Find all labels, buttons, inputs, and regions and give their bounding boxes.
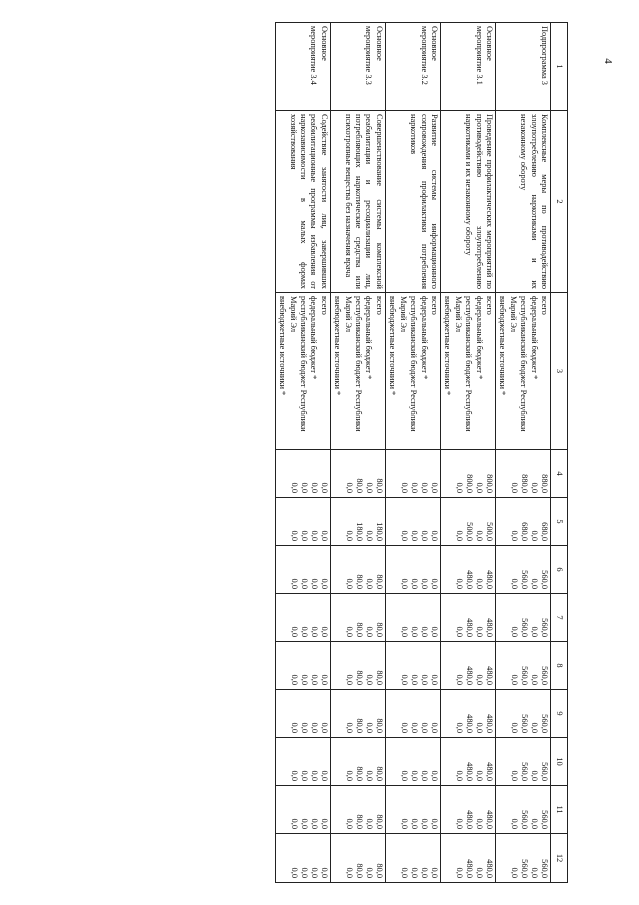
funding-source: всего bbox=[540, 296, 549, 315]
value-cell: 0,0 bbox=[344, 578, 354, 589]
value-cell: 0,0 bbox=[454, 818, 464, 829]
value-column-8 bbox=[440, 642, 495, 690]
value-cell: 80,0 bbox=[374, 766, 384, 781]
value-cell: 80,0 bbox=[374, 814, 384, 829]
program-code-line: Основное bbox=[484, 26, 494, 61]
value-cell: 0,0 bbox=[510, 770, 519, 781]
value-cell: 0,0 bbox=[510, 867, 519, 878]
funding-sources bbox=[330, 293, 385, 450]
funding-source: федеральный бюджет * bbox=[529, 296, 539, 380]
value-cell: 480,0 bbox=[464, 859, 474, 878]
table-row bbox=[385, 23, 440, 883]
value-column-7 bbox=[440, 594, 495, 642]
value-cell: 80,0 bbox=[374, 622, 384, 637]
program-code-line: мероприятие 3.4 bbox=[309, 26, 319, 85]
value-cell: 0,0 bbox=[344, 770, 354, 781]
value-cell: 0,0 bbox=[289, 770, 299, 781]
column-header-1: 1 bbox=[551, 23, 568, 111]
value-cell: 0,0 bbox=[309, 722, 319, 733]
value-cell: 560,0 bbox=[540, 810, 549, 829]
value-cell: 0,0 bbox=[429, 578, 439, 589]
value-cell: 0,0 bbox=[409, 818, 419, 829]
value-cell: 0,0 bbox=[454, 482, 464, 493]
value-column-6 bbox=[330, 546, 385, 594]
value-column-4 bbox=[495, 450, 550, 498]
value-cell: 80,0 bbox=[354, 718, 364, 733]
value-cell: 0,0 bbox=[364, 482, 374, 493]
program-code-line: Подпрограмма 3 bbox=[540, 26, 549, 85]
program-description: Содействие занятости лиц, завершивших реабилитационные программы избавления от наркозависимости в малых формах хозяйствования bbox=[275, 111, 330, 293]
value-cell: 0,0 bbox=[344, 722, 354, 733]
funding-source: всего bbox=[319, 296, 329, 315]
value-cell: 0,0 bbox=[530, 867, 539, 878]
value-cell: 560,0 bbox=[540, 666, 549, 685]
value-cell: 0,0 bbox=[289, 626, 299, 637]
value-cell: 0,0 bbox=[344, 482, 354, 493]
value-cell: 0,0 bbox=[474, 770, 484, 781]
value-cell: 0,0 bbox=[510, 818, 519, 829]
value-column-5 bbox=[330, 498, 385, 546]
value-column-7 bbox=[385, 594, 440, 642]
value-cell: 480,0 bbox=[464, 618, 474, 637]
value-cell: 0,0 bbox=[399, 626, 409, 637]
value-cell: 560,0 bbox=[520, 810, 529, 829]
funding-source: внебюджетные источники * bbox=[443, 296, 453, 396]
value-column-12 bbox=[385, 834, 440, 883]
value-cell: 0,0 bbox=[399, 722, 409, 733]
value-cell: 0,0 bbox=[364, 770, 374, 781]
program-description: Проведение профилактических мероприятий по противодействию злоупотреблению наркотиками и их незаконному обороту bbox=[440, 111, 495, 293]
value-cell: 480,0 bbox=[464, 762, 474, 781]
value-cell: 560,0 bbox=[520, 859, 529, 878]
value-cell: 680,0 bbox=[540, 522, 549, 541]
value-cell: 0,0 bbox=[429, 722, 439, 733]
value-cell: 560,0 bbox=[520, 762, 529, 781]
column-header-6: 6 bbox=[551, 546, 568, 594]
table-header-row bbox=[551, 23, 568, 883]
value-cell: 0,0 bbox=[419, 626, 429, 637]
value-cell: 560,0 bbox=[540, 618, 549, 637]
value-cell: 0,0 bbox=[510, 674, 519, 685]
value-column-9 bbox=[330, 690, 385, 738]
value-cell: 680,0 bbox=[520, 522, 529, 541]
value-cell: 0,0 bbox=[309, 482, 319, 493]
value-cell: 0,0 bbox=[299, 867, 309, 878]
value-cell: 180,0 bbox=[354, 522, 364, 541]
value-column-8 bbox=[275, 642, 330, 690]
value-cell: 0,0 bbox=[289, 818, 299, 829]
value-cell: 0,0 bbox=[344, 867, 354, 878]
rotated-table-container bbox=[108, 22, 568, 882]
value-cell: 0,0 bbox=[319, 867, 329, 878]
value-cell: 0,0 bbox=[429, 867, 439, 878]
value-cell: 0,0 bbox=[299, 722, 309, 733]
value-column-4 bbox=[440, 450, 495, 498]
value-column-6 bbox=[440, 546, 495, 594]
value-cell: 480,0 bbox=[464, 714, 474, 733]
value-cell: 0,0 bbox=[419, 722, 429, 733]
value-column-11 bbox=[275, 786, 330, 834]
value-column-11 bbox=[440, 786, 495, 834]
value-cell: 0,0 bbox=[474, 674, 484, 685]
value-cell: 0,0 bbox=[474, 867, 484, 878]
value-cell: 0,0 bbox=[319, 674, 329, 685]
value-column-5 bbox=[440, 498, 495, 546]
value-cell: 0,0 bbox=[429, 482, 439, 493]
value-cell: 80,0 bbox=[354, 622, 364, 637]
value-cell: 0,0 bbox=[530, 578, 539, 589]
value-cell: 0,0 bbox=[409, 626, 419, 637]
value-cell: 0,0 bbox=[309, 867, 319, 878]
value-cell: 480,0 bbox=[484, 810, 494, 829]
value-cell: 560,0 bbox=[520, 618, 529, 637]
value-cell: 0,0 bbox=[474, 530, 484, 541]
column-header-5: 5 bbox=[551, 498, 568, 546]
value-cell: 0,0 bbox=[344, 674, 354, 685]
program-code-line: мероприятие 3.1 bbox=[474, 26, 484, 85]
value-cell: 80,0 bbox=[354, 863, 364, 878]
column-header-9: 9 bbox=[551, 690, 568, 738]
value-column-12 bbox=[495, 834, 550, 883]
value-cell: 0,0 bbox=[429, 674, 439, 685]
value-cell: 0,0 bbox=[309, 578, 319, 589]
value-column-10 bbox=[330, 738, 385, 786]
value-cell: 0,0 bbox=[289, 482, 299, 493]
column-header-2: 2 bbox=[551, 111, 568, 293]
value-cell: 80,0 bbox=[354, 814, 364, 829]
value-cell: 0,0 bbox=[409, 722, 419, 733]
value-cell: 0,0 bbox=[364, 722, 374, 733]
value-column-5 bbox=[495, 498, 550, 546]
value-cell: 0,0 bbox=[530, 770, 539, 781]
value-cell: 0,0 bbox=[319, 818, 329, 829]
value-cell: 0,0 bbox=[289, 867, 299, 878]
value-cell: 0,0 bbox=[419, 818, 429, 829]
value-cell: 0,0 bbox=[409, 674, 419, 685]
funding-source: всего bbox=[484, 296, 494, 315]
value-cell: 80,0 bbox=[354, 766, 364, 781]
value-cell: 560,0 bbox=[540, 714, 549, 733]
funding-sources bbox=[495, 293, 550, 450]
value-column-8 bbox=[385, 642, 440, 690]
value-column-9 bbox=[440, 690, 495, 738]
program-code bbox=[440, 23, 495, 111]
funding-sources bbox=[275, 293, 330, 450]
value-cell: 0,0 bbox=[289, 674, 299, 685]
column-header-3: 3 bbox=[551, 293, 568, 450]
funding-source: республиканский бюджет Республики Марий Эл bbox=[398, 296, 419, 432]
value-cell: 0,0 bbox=[299, 626, 309, 637]
funding-source: республиканский бюджет Республики Марий Эл bbox=[343, 296, 364, 432]
value-cell: 0,0 bbox=[474, 578, 484, 589]
value-cell: 0,0 bbox=[319, 482, 329, 493]
value-cell: 80,0 bbox=[374, 574, 384, 589]
value-cell: 80,0 bbox=[354, 574, 364, 589]
table-row bbox=[440, 23, 495, 883]
funding-source: республиканский бюджет Республики Марий Эл bbox=[508, 296, 529, 432]
value-column-12 bbox=[440, 834, 495, 883]
value-cell: 0,0 bbox=[530, 626, 539, 637]
value-cell: 0,0 bbox=[309, 674, 319, 685]
value-cell: 480,0 bbox=[484, 762, 494, 781]
value-cell: 0,0 bbox=[344, 818, 354, 829]
value-cell: 0,0 bbox=[289, 530, 299, 541]
value-cell: 0,0 bbox=[399, 482, 409, 493]
value-cell: 80,0 bbox=[354, 670, 364, 685]
value-cell: 0,0 bbox=[299, 482, 309, 493]
value-cell: 0,0 bbox=[319, 530, 329, 541]
funding-source: внебюджетные источники * bbox=[333, 296, 343, 396]
funding-sources bbox=[440, 293, 495, 450]
value-cell: 0,0 bbox=[409, 578, 419, 589]
funding-source: федеральный бюджет * bbox=[474, 296, 484, 380]
value-cell: 0,0 bbox=[409, 482, 419, 493]
column-header-10: 10 bbox=[551, 738, 568, 786]
value-cell: 0,0 bbox=[364, 578, 374, 589]
value-cell: 0,0 bbox=[454, 674, 464, 685]
value-column-7 bbox=[275, 594, 330, 642]
value-cell: 0,0 bbox=[510, 530, 519, 541]
value-cell: 0,0 bbox=[429, 626, 439, 637]
value-cell: 880,0 bbox=[540, 474, 549, 493]
value-cell: 0,0 bbox=[454, 770, 464, 781]
program-code-line: Основное bbox=[374, 26, 384, 61]
program-description: Развитие системы информационного сопровождения профилактики потребления наркотиков bbox=[385, 111, 440, 293]
program-description: Комплексные меры по противодействию злоупотреблению наркотиками и их незаконному обороту bbox=[495, 111, 550, 293]
value-cell: 0,0 bbox=[530, 482, 539, 493]
funding-source: всего bbox=[374, 296, 384, 315]
value-cell: 0,0 bbox=[399, 578, 409, 589]
funding-source: республиканский бюджет Республики Марий Эл bbox=[288, 296, 309, 432]
value-column-9 bbox=[495, 690, 550, 738]
value-column-8 bbox=[330, 642, 385, 690]
value-column-6 bbox=[495, 546, 550, 594]
value-cell: 0,0 bbox=[364, 626, 374, 637]
program-description: Совершенствование системы комплексной реабилитации и ресоциализации лиц, потребляющих наркотические средства или психотропные вещества без назначения врача bbox=[330, 111, 385, 293]
value-column-10 bbox=[440, 738, 495, 786]
value-cell: 0,0 bbox=[299, 770, 309, 781]
value-column-9 bbox=[275, 690, 330, 738]
value-column-12 bbox=[275, 834, 330, 883]
value-cell: 0,0 bbox=[429, 818, 439, 829]
funding-source: всего bbox=[429, 296, 439, 315]
value-column-7 bbox=[495, 594, 550, 642]
program-code-line: Основное bbox=[429, 26, 439, 61]
value-column-11 bbox=[385, 786, 440, 834]
budget-table bbox=[275, 22, 568, 883]
column-header-11: 11 bbox=[551, 786, 568, 834]
value-cell: 0,0 bbox=[319, 722, 329, 733]
value-cell: 0,0 bbox=[299, 818, 309, 829]
value-cell: 0,0 bbox=[429, 770, 439, 781]
value-column-10 bbox=[275, 738, 330, 786]
value-column-9 bbox=[385, 690, 440, 738]
value-cell: 560,0 bbox=[520, 666, 529, 685]
value-cell: 560,0 bbox=[540, 762, 549, 781]
value-cell: 0,0 bbox=[419, 770, 429, 781]
value-cell: 0,0 bbox=[399, 867, 409, 878]
value-cell: 480,0 bbox=[484, 859, 494, 878]
value-cell: 0,0 bbox=[429, 530, 439, 541]
value-cell: 180,0 bbox=[374, 522, 384, 541]
value-cell: 0,0 bbox=[289, 722, 299, 733]
value-cell: 0,0 bbox=[309, 530, 319, 541]
value-cell: 560,0 bbox=[540, 859, 549, 878]
value-cell: 0,0 bbox=[454, 530, 464, 541]
value-column-11 bbox=[330, 786, 385, 834]
program-code-line: мероприятие 3.2 bbox=[419, 26, 429, 85]
value-cell: 0,0 bbox=[419, 674, 429, 685]
value-cell: 0,0 bbox=[319, 626, 329, 637]
value-cell: 480,0 bbox=[464, 810, 474, 829]
value-cell: 0,0 bbox=[299, 530, 309, 541]
value-cell: 0,0 bbox=[530, 530, 539, 541]
value-cell: 0,0 bbox=[399, 818, 409, 829]
value-cell: 0,0 bbox=[409, 770, 419, 781]
table-body bbox=[275, 23, 550, 883]
table-row bbox=[495, 23, 550, 883]
value-column-7 bbox=[330, 594, 385, 642]
value-cell: 0,0 bbox=[454, 867, 464, 878]
value-cell: 480,0 bbox=[464, 666, 474, 685]
column-header-12: 12 bbox=[551, 834, 568, 883]
value-cell: 0,0 bbox=[510, 482, 519, 493]
value-cell: 0,0 bbox=[309, 818, 319, 829]
value-cell: 0,0 bbox=[409, 530, 419, 541]
value-cell: 0,0 bbox=[319, 770, 329, 781]
value-cell: 0,0 bbox=[510, 578, 519, 589]
value-cell: 0,0 bbox=[289, 578, 299, 589]
value-cell: 0,0 bbox=[530, 674, 539, 685]
program-code bbox=[385, 23, 440, 111]
value-cell: 480,0 bbox=[484, 714, 494, 733]
value-cell: 0,0 bbox=[309, 770, 319, 781]
value-column-12 bbox=[330, 834, 385, 883]
value-cell: 500,0 bbox=[464, 522, 474, 541]
value-cell: 0,0 bbox=[399, 770, 409, 781]
value-cell: 800,0 bbox=[464, 474, 474, 493]
value-cell: 0,0 bbox=[419, 530, 429, 541]
page-number: 4 bbox=[601, 58, 614, 64]
value-cell: 800,0 bbox=[484, 474, 494, 493]
value-cell: 480,0 bbox=[484, 618, 494, 637]
value-cell: 480,0 bbox=[484, 570, 494, 589]
value-column-11 bbox=[495, 786, 550, 834]
value-cell: 0,0 bbox=[474, 722, 484, 733]
value-cell: 0,0 bbox=[419, 578, 429, 589]
value-cell: 0,0 bbox=[319, 578, 329, 589]
value-cell: 0,0 bbox=[474, 482, 484, 493]
value-cell: 480,0 bbox=[464, 570, 474, 589]
program-code bbox=[330, 23, 385, 111]
value-cell: 0,0 bbox=[364, 818, 374, 829]
funding-source: внебюджетные источники * bbox=[498, 296, 508, 396]
value-cell: 0,0 bbox=[474, 818, 484, 829]
value-cell: 0,0 bbox=[364, 867, 374, 878]
value-cell: 0,0 bbox=[510, 626, 519, 637]
value-cell: 80,0 bbox=[374, 718, 384, 733]
value-column-6 bbox=[385, 546, 440, 594]
program-code bbox=[495, 23, 550, 111]
value-cell: 560,0 bbox=[520, 570, 529, 589]
funding-source: федеральный бюджет * bbox=[309, 296, 319, 380]
value-cell: 0,0 bbox=[344, 626, 354, 637]
program-code bbox=[275, 23, 330, 111]
value-column-4 bbox=[385, 450, 440, 498]
value-cell: 0,0 bbox=[419, 867, 429, 878]
value-cell: 0,0 bbox=[454, 722, 464, 733]
value-cell: 0,0 bbox=[309, 626, 319, 637]
column-header-4: 4 bbox=[551, 450, 568, 498]
value-cell: 80,0 bbox=[374, 478, 384, 493]
value-column-8 bbox=[495, 642, 550, 690]
value-cell: 80,0 bbox=[374, 670, 384, 685]
value-column-6 bbox=[275, 546, 330, 594]
value-cell: 0,0 bbox=[530, 818, 539, 829]
program-code-line: мероприятие 3.3 bbox=[364, 26, 374, 85]
value-cell: 0,0 bbox=[364, 674, 374, 685]
value-cell: 0,0 bbox=[399, 674, 409, 685]
value-cell: 560,0 bbox=[540, 570, 549, 589]
value-cell: 0,0 bbox=[299, 578, 309, 589]
funding-source: республиканский бюджет Республики Марий Эл bbox=[453, 296, 474, 432]
value-cell: 0,0 bbox=[474, 626, 484, 637]
value-cell: 880,0 bbox=[520, 474, 529, 493]
value-cell: 0,0 bbox=[454, 578, 464, 589]
program-code-line: Основное bbox=[319, 26, 329, 61]
value-cell: 480,0 bbox=[484, 666, 494, 685]
value-column-4 bbox=[275, 450, 330, 498]
value-cell: 0,0 bbox=[530, 722, 539, 733]
value-cell: 500,0 bbox=[484, 522, 494, 541]
funding-source: внебюджетные источники * bbox=[388, 296, 398, 396]
table-row bbox=[275, 23, 330, 883]
value-cell: 0,0 bbox=[299, 674, 309, 685]
table-row bbox=[330, 23, 385, 883]
value-cell: 560,0 bbox=[520, 714, 529, 733]
value-cell: 0,0 bbox=[344, 530, 354, 541]
value-cell: 0,0 bbox=[409, 867, 419, 878]
value-column-4 bbox=[330, 450, 385, 498]
value-column-5 bbox=[385, 498, 440, 546]
value-column-10 bbox=[385, 738, 440, 786]
value-cell: 0,0 bbox=[399, 530, 409, 541]
value-cell: 80,0 bbox=[354, 478, 364, 493]
value-column-5 bbox=[275, 498, 330, 546]
funding-sources bbox=[385, 293, 440, 450]
funding-source: внебюджетные источники * bbox=[278, 296, 288, 396]
column-header-7: 7 bbox=[551, 594, 568, 642]
funding-source: федеральный бюджет * bbox=[419, 296, 429, 380]
value-cell: 0,0 bbox=[364, 530, 374, 541]
value-cell: 0,0 bbox=[454, 626, 464, 637]
value-cell: 0,0 bbox=[510, 722, 519, 733]
funding-source: федеральный бюджет * bbox=[364, 296, 374, 380]
value-cell: 0,0 bbox=[419, 482, 429, 493]
column-header-8: 8 bbox=[551, 642, 568, 690]
value-column-10 bbox=[495, 738, 550, 786]
value-cell: 80,0 bbox=[374, 863, 384, 878]
